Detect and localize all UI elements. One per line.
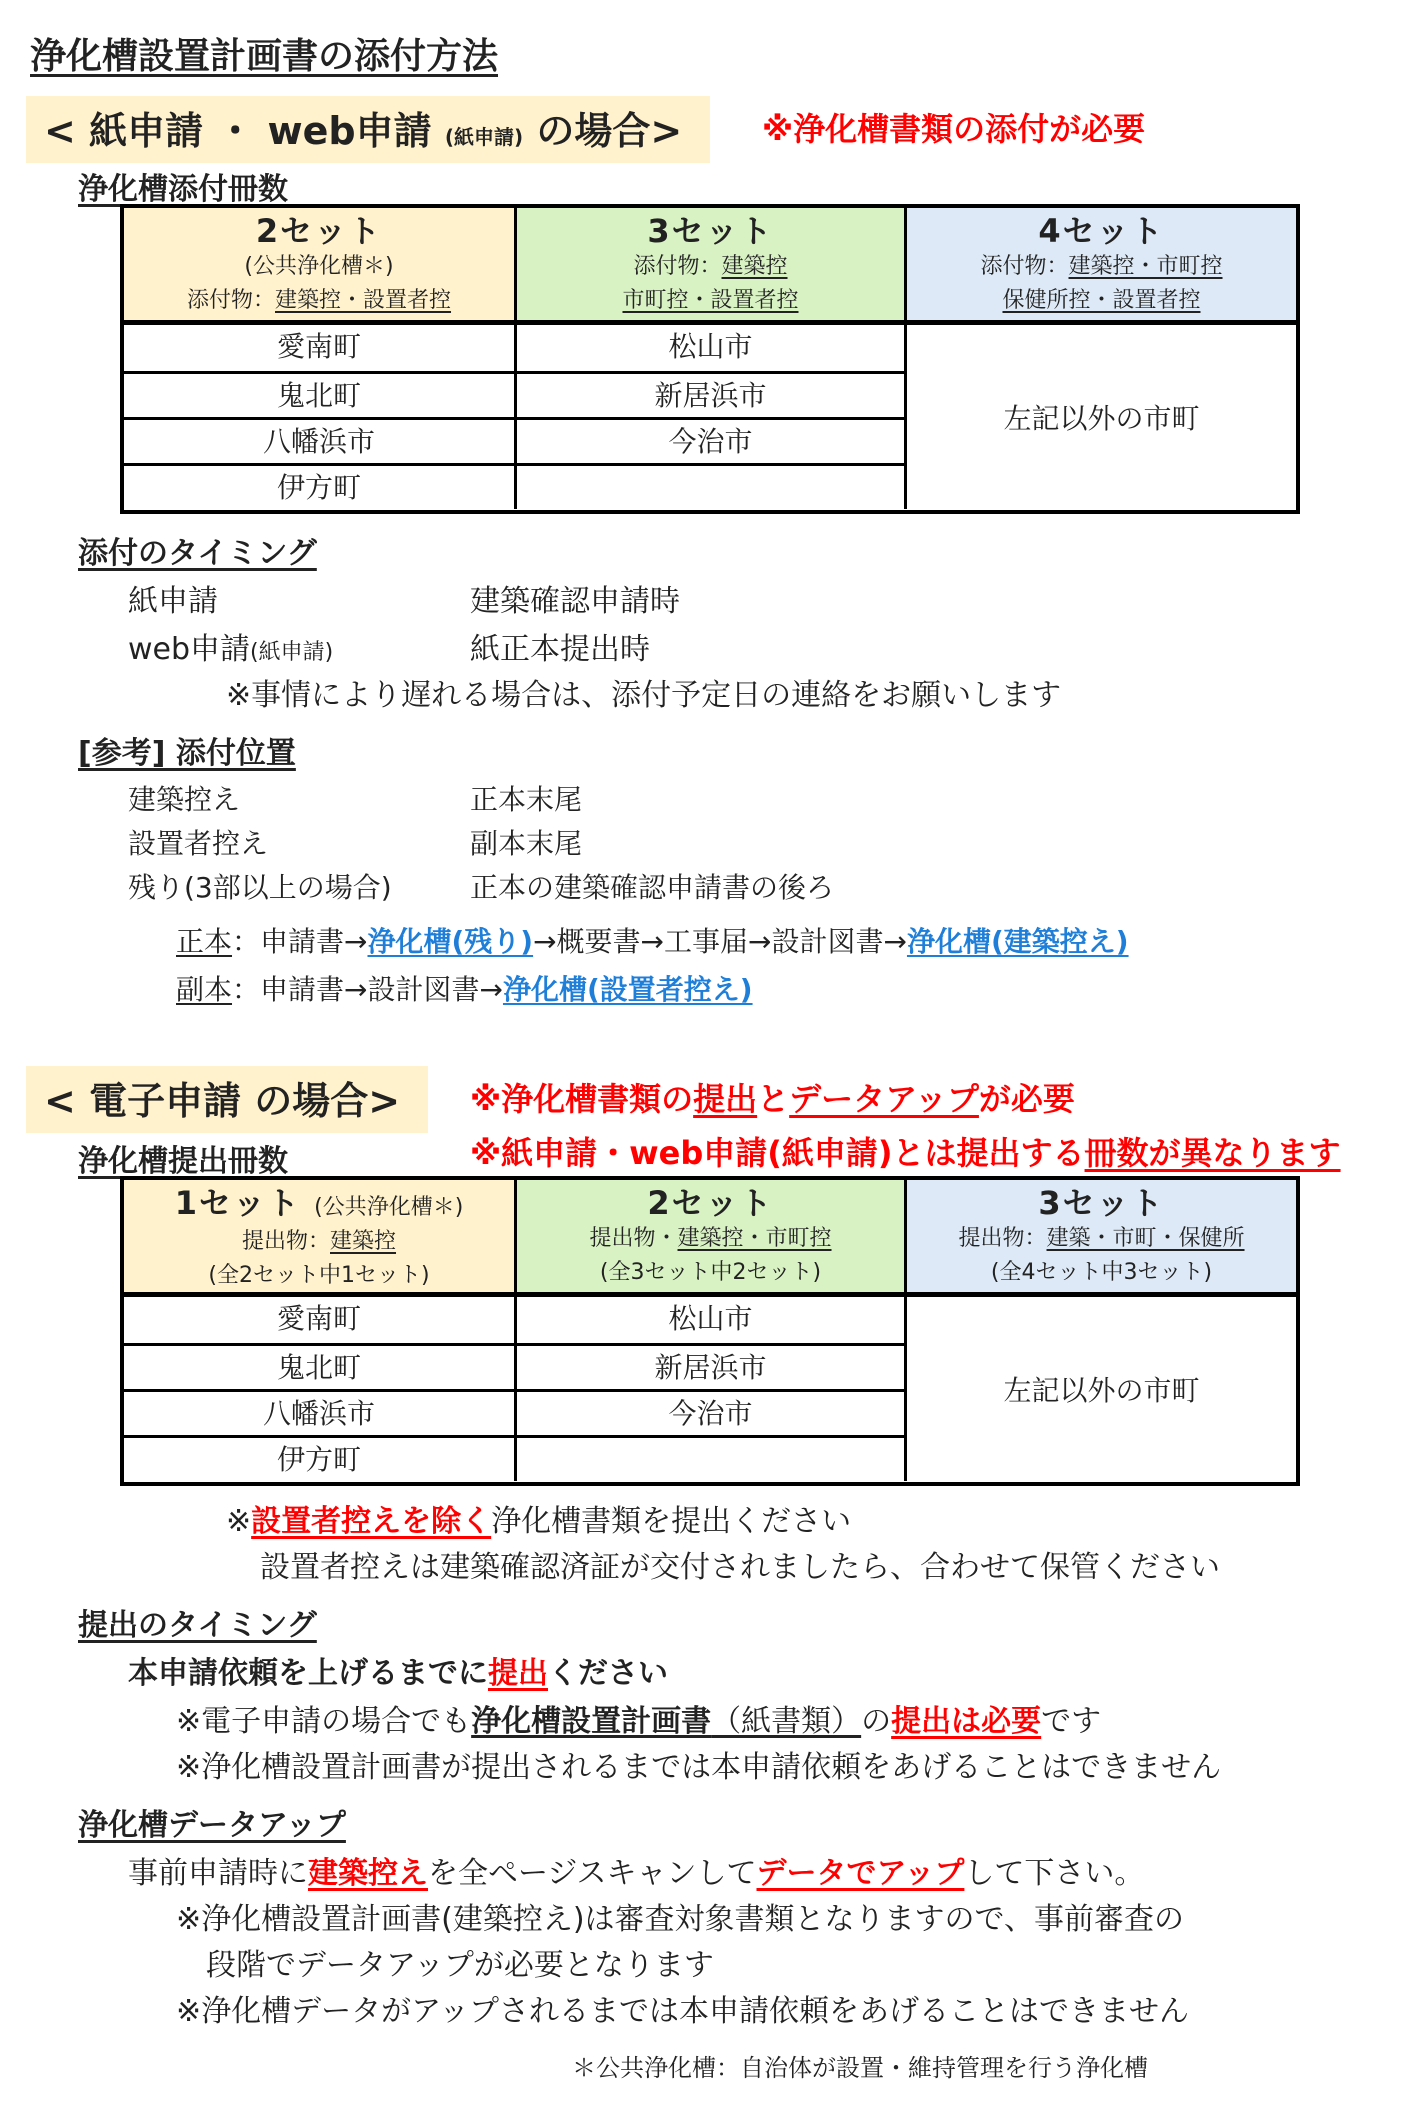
- table-cell-merged: 左記以外の市町: [1003, 402, 1200, 435]
- table-cell: 伊方町: [124, 1435, 514, 1481]
- data-note1b: 段階でデータアップが必要となります: [206, 1948, 714, 1983]
- header-2set: [124, 208, 514, 320]
- order-seihon: 正本：申請書→浄化槽(残り)→概要書→工事届→設計図書→浄化槽(建築控え): [176, 925, 1129, 958]
- header-line: 市町控・設置者控: [622, 288, 799, 313]
- ref-label: 建築控え: [128, 783, 241, 816]
- table-col-3set: [904, 1297, 1296, 1481]
- submit-timing-note1: ※電子申請の場合でも浄化槽設置計画書（紙書類）の提出は必要です: [176, 1704, 1102, 1739]
- section1-ref-heading: [参考] 添付位置: [78, 736, 296, 771]
- ref-value: 副本末尾: [470, 827, 583, 860]
- timing-note: ※事情により遅れる場合は、添付予定日の連絡をお願いします: [226, 678, 1062, 713]
- table-cell: 伊方町: [124, 463, 514, 509]
- header-line: (全3セット中2セット): [599, 1260, 822, 1285]
- section1-band-tail: の場合>: [536, 109, 683, 153]
- table-cell: 今治市: [517, 417, 904, 463]
- table-cell: 愛南町: [276, 330, 361, 363]
- exclude-note: ※設置者控えを除く浄化槽書類を提出ください: [226, 1504, 852, 1539]
- section1-note: ※浄化槽書類の添付が必要: [762, 110, 1146, 148]
- attach-count-table: [120, 204, 1300, 514]
- header-title: 4セット: [1038, 212, 1165, 250]
- ref-value: 正本の建築確認申請書の後ろ: [470, 871, 835, 904]
- header-3set: [904, 1180, 1296, 1292]
- table-cell: 松山市: [668, 330, 753, 363]
- header-line: 提出物：建築・市町・保健所: [958, 1226, 1245, 1251]
- table-col-2set: [514, 1297, 904, 1481]
- ref-label: 残り(3部以上の場合): [128, 871, 392, 904]
- submit-count-table: [120, 1176, 1300, 1486]
- header-line: 添付物：建築控・市町控: [980, 254, 1223, 279]
- timing-value: 紙正本提出時: [470, 632, 650, 667]
- table-header: [124, 1180, 1296, 1297]
- section1-timing-heading: 添付のタイミング: [78, 536, 317, 571]
- section2-data-heading: 浄化槽データアップ: [78, 1808, 346, 1843]
- table-cell: 八幡浜市: [124, 1389, 514, 1435]
- table-col-2set: [124, 325, 514, 509]
- table-cell: 鬼北町: [124, 1343, 514, 1389]
- timing-value: 建築確認申請時: [470, 584, 680, 619]
- table-col-3set: [514, 325, 904, 509]
- table-body: [124, 325, 1296, 509]
- table-cell: 新居浜市: [517, 371, 904, 417]
- data-upload-instruction: 事前申請時に建築控えを全ページスキャンしてデータでアップして下さい。: [128, 1856, 1145, 1891]
- table-cell: 鬼北町: [124, 371, 514, 417]
- table-cell: 今治市: [517, 1389, 904, 1435]
- ref-label: 設置者控え: [128, 827, 269, 860]
- table-cell: [517, 463, 904, 509]
- header-line: 添付物：建築控: [633, 254, 788, 279]
- section2-timing-heading: 提出のタイミング: [78, 1608, 317, 1643]
- submit-timing-note2: ※浄化槽設置計画書が提出されるまでは本申請依頼をあげることはできません: [176, 1750, 1222, 1785]
- data-note2: ※浄化槽データがアップされるまでは本申請依頼をあげることはできません: [176, 1994, 1190, 2029]
- data-note1: ※浄化槽設置計画書(建築控え)は審査対象書類となりますので、事前審査の: [176, 1902, 1184, 1937]
- footnote: ＊公共浄化槽：自治体が設置・維持管理を行う浄化槽: [572, 2054, 1148, 2082]
- header-3set: [514, 208, 904, 320]
- section1-band-main: < 紙申請 ・ web申請: [44, 109, 432, 153]
- page-title: 浄化槽設置計画書の添付方法: [30, 36, 499, 77]
- table-col-4set: [904, 325, 1296, 509]
- table-header: [124, 208, 1296, 325]
- section2-note2: ※紙申請・web申請(紙申請)とは提出する冊数が異なります: [470, 1134, 1341, 1172]
- ref-value: 正本末尾: [470, 783, 583, 816]
- table-body: [124, 1297, 1296, 1481]
- submit-timing: 本申請依頼を上げるまでに提出ください: [128, 1656, 668, 1691]
- section1-count-heading: 浄化槽添付冊数: [78, 172, 288, 207]
- header-line: 保健所控・設置者控: [1002, 288, 1201, 313]
- header-title: 2セット: [255, 212, 383, 250]
- header-line: (全4セット中3セット): [990, 1260, 1213, 1285]
- header-title: 2セット: [647, 1184, 774, 1222]
- header-2set: [514, 1180, 904, 1292]
- table-cell: 八幡浜市: [124, 417, 514, 463]
- header-1set: [124, 1180, 514, 1292]
- section2-note1: ※浄化槽書類の提出とデータアップが必要: [470, 1080, 1075, 1118]
- header-line: (全2セット中1セット): [208, 1263, 430, 1288]
- header-line: 提出物・建築控・市町控: [589, 1226, 832, 1251]
- table-cell: 愛南町: [276, 1302, 361, 1335]
- timing-label: web申請(紙申請): [128, 632, 334, 667]
- order-fukuhon: 副本：申請書→設計図書→浄化槽(設置者控え): [176, 973, 753, 1006]
- table-cell: [517, 1435, 904, 1481]
- section1-band: [26, 96, 710, 163]
- section2-band: < 電子申請 の場合>: [26, 1066, 428, 1133]
- header-line: (公共浄化槽＊): [244, 254, 394, 279]
- header-line: 提出物：建築控: [241, 1229, 397, 1254]
- exclude-note-line2: 設置者控えは建築確認済証が交付されましたら、合わせて保管ください: [260, 1550, 1220, 1585]
- table-cell: 松山市: [668, 1302, 753, 1335]
- table-col-1set: [124, 1297, 514, 1481]
- section1-band-small: (紙申請): [444, 125, 524, 149]
- table-cell-merged: 左記以外の市町: [1003, 1374, 1200, 1407]
- header-line: 添付物：建築控・設置者控: [186, 288, 452, 313]
- timing-label: 紙申請: [128, 584, 218, 619]
- header-4set: [904, 208, 1296, 320]
- header-title: 3セット: [1038, 1184, 1165, 1222]
- header-title: 1セット (公共浄化槽＊): [174, 1184, 464, 1222]
- section2-count-heading: 浄化槽提出冊数: [78, 1144, 288, 1179]
- table-cell: 新居浜市: [517, 1343, 904, 1389]
- header-title: 3セット: [647, 212, 774, 250]
